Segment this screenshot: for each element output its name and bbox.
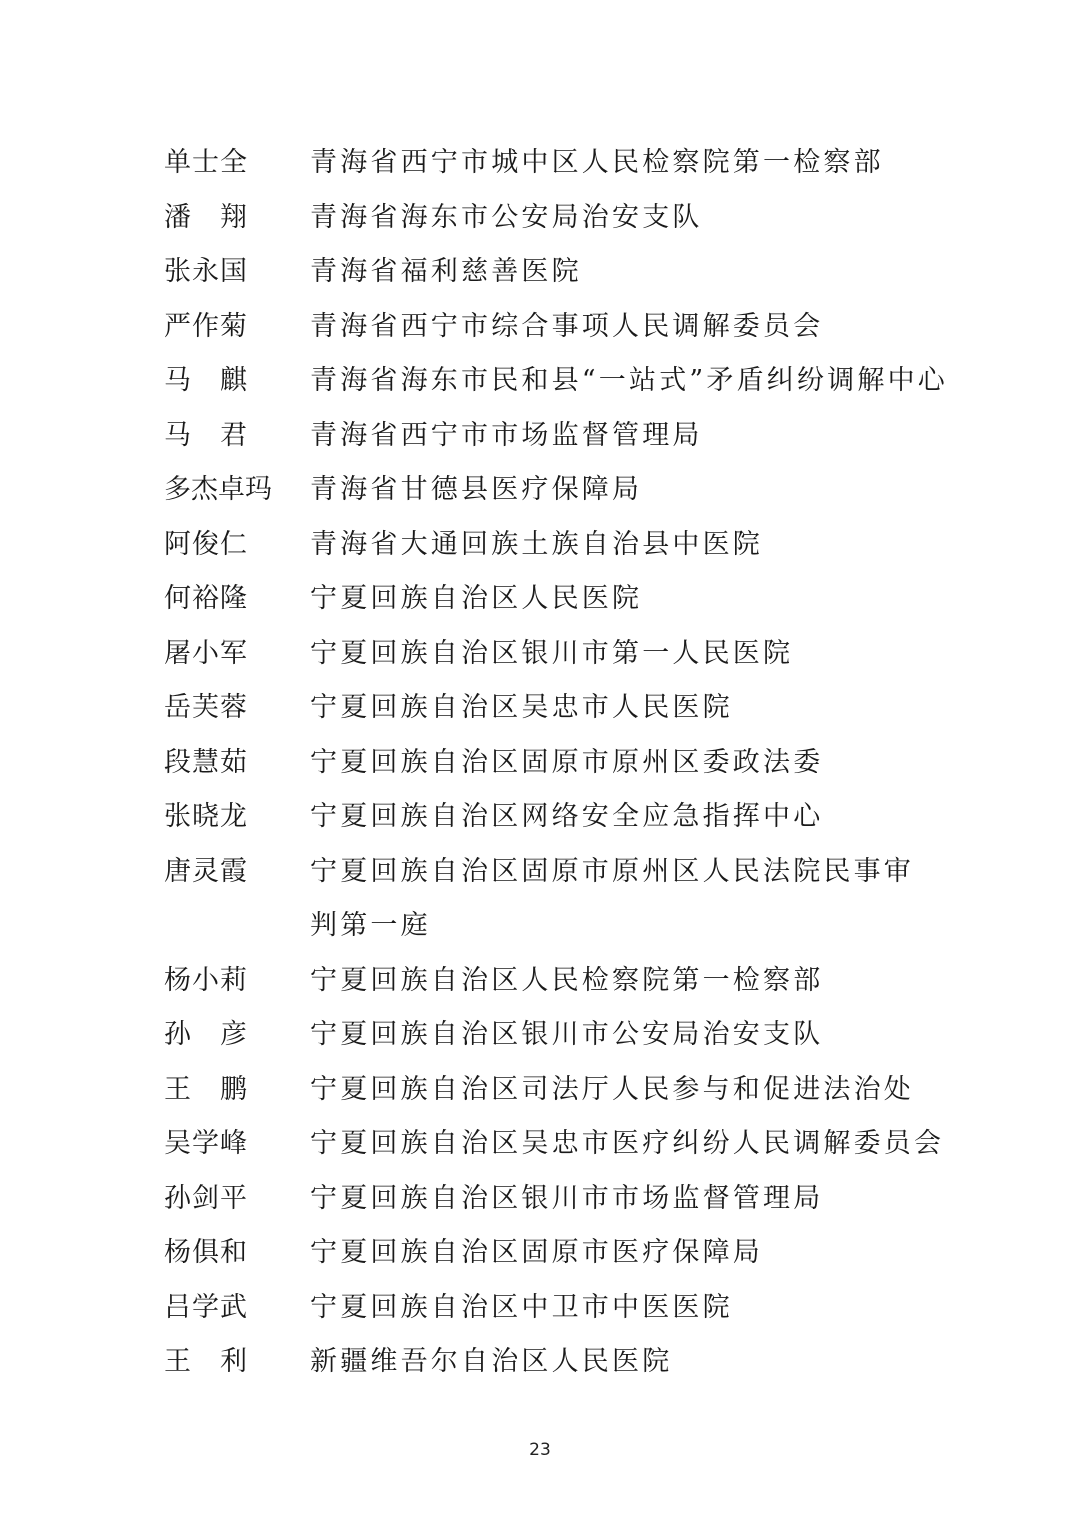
organization: 青海省西宁市综合事项人民调解委员会 bbox=[310, 310, 824, 342]
page-number: 23 bbox=[529, 1440, 551, 1460]
person-name: 王 利 bbox=[164, 1346, 248, 1377]
list-item bbox=[164, 1226, 944, 1281]
organization: 宁夏回族自治区人民医院 bbox=[310, 583, 643, 614]
organization: 青海省西宁市市场监督管理局 bbox=[310, 419, 703, 451]
person-name: 马 麒 bbox=[164, 365, 248, 396]
person-name: 多杰卓玛 bbox=[164, 474, 272, 505]
person-name: 何裕隆 bbox=[164, 583, 248, 614]
organization: 宁夏回族自治区吴忠市医疗纠纷人民调解委员会 bbox=[310, 1128, 945, 1159]
list-item bbox=[164, 954, 944, 1009]
person-name: 阿俊仁 bbox=[164, 528, 248, 560]
organization: 青海省福利慈善医院 bbox=[310, 256, 582, 287]
organization: 青海省甘德县医疗保障局 bbox=[310, 474, 643, 505]
person-name: 杨俱和 bbox=[164, 1237, 248, 1268]
list-item bbox=[164, 1281, 944, 1336]
person-name: 孙 彦 bbox=[164, 1019, 248, 1050]
honoree-list bbox=[164, 136, 949, 1390]
person-name: 王 鹏 bbox=[164, 1073, 248, 1105]
list-item bbox=[164, 572, 944, 627]
person-name: 屠小军 bbox=[164, 637, 248, 669]
organization: 宁夏回族自治区固原市原州区委政法委 bbox=[310, 746, 824, 778]
organization-line: 判第一庭 bbox=[310, 910, 431, 941]
list-item bbox=[164, 1063, 944, 1118]
list-item bbox=[164, 191, 944, 246]
list-item bbox=[164, 300, 944, 355]
organization: 宁夏回族自治区固原市医疗保障局 bbox=[310, 1237, 763, 1268]
organization: 宁夏回族自治区网络安全应急指挥中心 bbox=[310, 801, 824, 832]
organization: 青海省大通回族土族自治县中医院 bbox=[310, 528, 763, 560]
person-name: 严作菊 bbox=[164, 310, 248, 342]
organization: 宁夏回族自治区银川市市场监督管理局 bbox=[310, 1182, 824, 1214]
organization: 新疆维吾尔自治区人民医院 bbox=[310, 1346, 673, 1377]
person-name: 吴学峰 bbox=[164, 1128, 248, 1159]
list-item bbox=[164, 627, 944, 682]
list-item bbox=[164, 518, 944, 573]
list-item bbox=[164, 845, 944, 954]
organization: 宁夏回族自治区银川市公安局治安支队 bbox=[310, 1019, 824, 1050]
person-name: 唐灵霞 bbox=[164, 855, 248, 887]
list-item bbox=[164, 736, 944, 791]
person-name: 孙剑平 bbox=[164, 1182, 248, 1214]
person-name: 杨小莉 bbox=[164, 964, 248, 996]
list-item bbox=[164, 1117, 944, 1172]
organization: 青海省西宁市城中区人民检察院第一检察部 bbox=[310, 147, 884, 178]
list-item bbox=[164, 409, 944, 464]
list-item bbox=[164, 1172, 944, 1227]
organization: 宁夏回族自治区人民检察院第一检察部 bbox=[310, 964, 824, 996]
list-item bbox=[164, 354, 949, 409]
organization: 宁夏回族自治区中卫市中医医院 bbox=[310, 1291, 733, 1323]
organization: 青海省海东市民和县“一站式”矛盾纠纷调解中心 bbox=[310, 365, 949, 396]
person-name: 马 君 bbox=[164, 419, 248, 451]
person-name: 张永国 bbox=[164, 256, 248, 287]
organization: 宁夏回族自治区银川市第一人民医院 bbox=[310, 637, 794, 669]
list-item bbox=[164, 1335, 944, 1390]
list-item bbox=[164, 136, 944, 191]
person-name: 吕学武 bbox=[164, 1291, 248, 1323]
person-name: 段慧茹 bbox=[164, 746, 248, 778]
person-name: 潘 翔 bbox=[164, 201, 248, 233]
organization: 青海省海东市公安局治安支队 bbox=[310, 201, 703, 233]
list-item bbox=[164, 463, 944, 518]
person-name: 岳芙蓉 bbox=[164, 692, 248, 723]
organization: 宁夏回族自治区司法厅人民参与和促进法治处 bbox=[310, 1073, 914, 1105]
person-name: 单士全 bbox=[164, 147, 248, 178]
person-name: 张晓龙 bbox=[164, 801, 248, 832]
list-item bbox=[164, 681, 944, 736]
organization: 宁夏回族自治区吴忠市人民医院 bbox=[310, 692, 733, 723]
organization-line: 宁夏回族自治区固原市原州区人民法院民事审 bbox=[310, 855, 914, 887]
list-item bbox=[164, 245, 944, 300]
list-item bbox=[164, 790, 944, 845]
list-item bbox=[164, 1008, 944, 1063]
organization bbox=[310, 845, 944, 954]
